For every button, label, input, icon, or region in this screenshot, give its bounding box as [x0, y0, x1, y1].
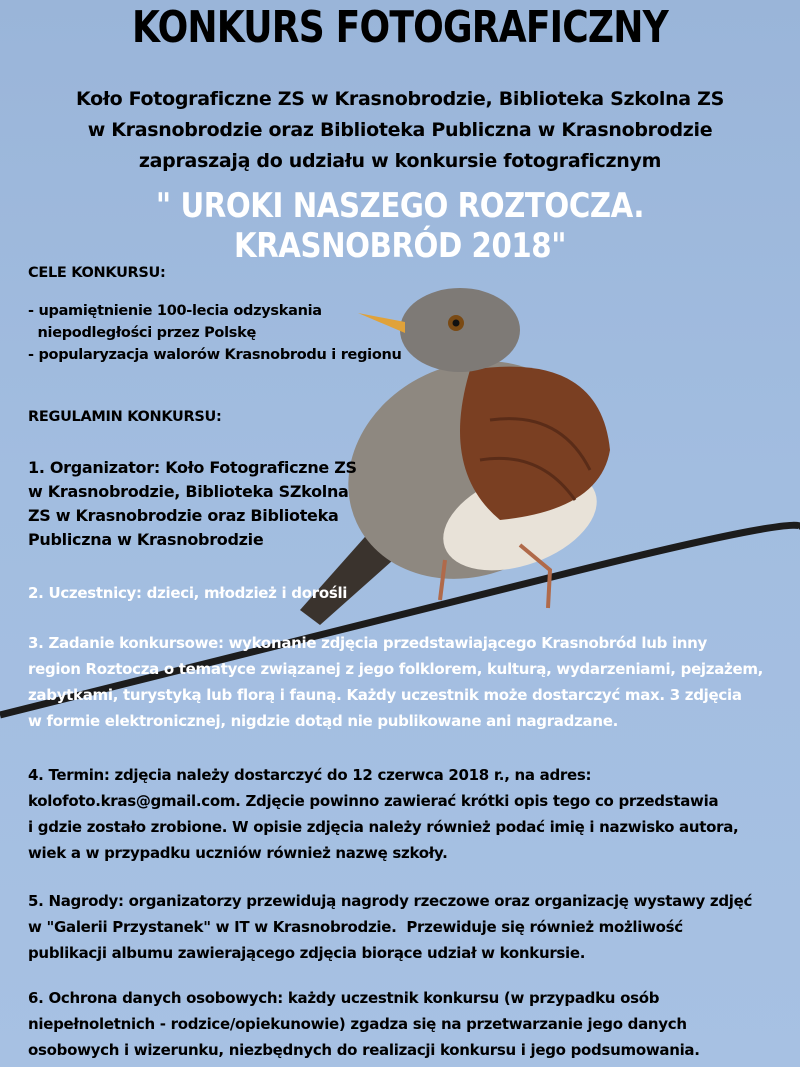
contest-theme: " UROKI NASZEGO ROZTOCZA. KRASNOBRÓD 2018" — [155, 186, 645, 266]
intro-text: Koło Fotograficzne ZS w Krasnobrodzie, Biblioteka Szkolna ZS w Krasnobrodzie oraz Biblioteka Publiczna w Krasnobrodzie zapraszają do udziału w konkursie fotograficznym — [75, 88, 724, 172]
goals-list: - upamiętnienie 100-lecia odzyskania niepodległości przez Polskę - popularyzacja walorów Krasnobrodu i regionu — [28, 303, 402, 363]
poster-title: KONKURS FOTOGRAFICZNY — [132, 2, 668, 53]
rule-organizer: 1. Organizator: Koło Fotograficzne ZS w Krasnobrodzie, Biblioteka SZkolna ZS w Krasnobrodzie oraz Biblioteka Publiczna w Krasnobrodzie — [28, 458, 357, 549]
rule-participants: 2. Uczestnicy: dzieci, młodzież i dorośli — [28, 584, 348, 602]
rule-task: 3. Zadanie konkursowe: wykonanie zdjęcia przedstawiającego Krasnobród lub inny region Roztocza o tematyce związanej z jego folklorem, kulturą, wydarzeniami, pejzażem, zabytkami, turystyką lub florą i fauną. Każdy uczestnik może dostarczyć max. 3 zdjęcia w formie elektronicznej, nigdzie dotąd nie publikowane ani nagradzane. — [28, 634, 764, 730]
rules-heading: REGULAMIN KONKURSU: — [28, 409, 222, 425]
rule-deadline: 4. Termin: zdjęcia należy dostarczyć do 12 czerwca 2018 r., na adres: kolofoto.kras@gmail.com. Zdjęcie powinno zawierać krótki opis tego co przedstawia i gdzie zostało zrobione. W opisie zdjęcia należy również podać imię i nazwisko autora, wiek a w przypadku uczniów również nazwę szkoły. — [28, 766, 739, 862]
goals-heading: CELE KONKURSU: — [28, 265, 166, 281]
rule-data-protection: 6. Ochrona danych osobowych: każdy uczestnik konkursu (w przypadku osób niepełnoletnich - rodzice/opiekunowie) zgadza się na przetwarzanie jego danych osobowych i wizerunku, niezbędnych do realizacji konkursu i jego podsumowania. — [28, 989, 700, 1059]
bird-head — [400, 288, 520, 372]
rule-prizes: 5. Nagrody: organizatorzy przewidują nagrody rzeczowe oraz organizację wystawy zdjęć w "Galerii Przystanek" w IT w Krasnobrodzie. Przewiduje się również możliwość publikacji albumu zawierającego zdjęcia biorące udział w konkursie. — [28, 892, 753, 962]
